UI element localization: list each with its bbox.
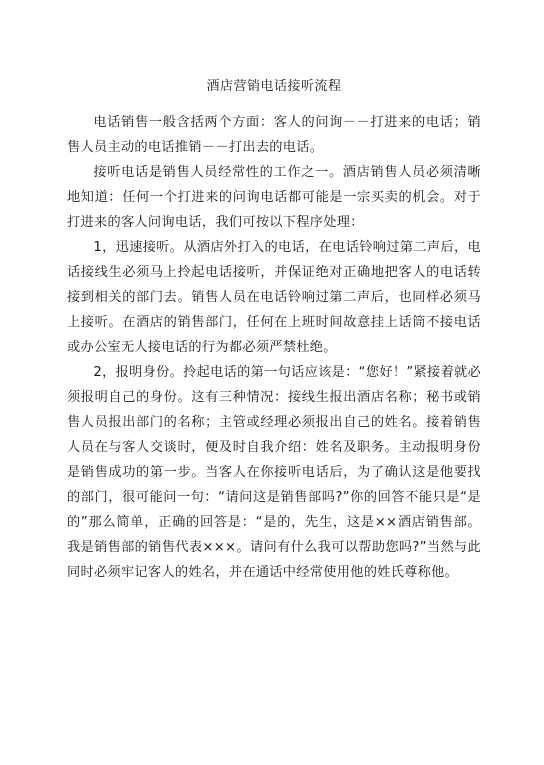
- paragraph-intro: 电话销售一般含括两个方面：客人的问询－－打进来的电话；销售人员主动的电话推销－－打出去的电话。: [67, 115, 481, 155]
- paragraph-step-1: 1，迅速接听。从酒店外打入的电话，在电话铃响过第二声后，电话接线生必须马上拎起电话接听，并保证绝对正确地把客人的电话转接到相关的部门去。销售人员在电话铃响过第二声后，也同样必须马上接听。在酒店的销售部门，任何在上班时间故意挂上话筒不接电话或办公室无人接电话的行为都必须严禁杜绝。: [67, 240, 481, 355]
- paragraph-step-2: 2，报明身份。拎起电话的第一句话应该是：“您好！”紧接着就必须报明自己的身份。这有三种情况：接线生报出酒店名称；秘书或销售人员报出部门的名称；主管或经理必须报出自己的姓名。接着销售人员在与客人交谈时，便及时自我介绍：姓名及职务。主动报明身份是销售成功的第一步。当客人在你接听电话后，为了确认这是他要找的部门，很可能问一句：“请问这是销售部吗?”你的回答不能只是“是的”那么简单，正确的回答是：“是的，先生，这是××酒店销售部。我是销售部的销售代表×××。请问有什么我可以帮助您吗?”当然与此同时必须牢记客人的姓名，并在通话中经常使用他的姓氏尊称他。: [67, 365, 481, 580]
- document-title: 酒店营销电话接听流程: [206, 79, 342, 94]
- paragraph-overview: 接听电话是销售人员经常性的工作之一。酒店销售人员必须清晰地知道：任何一个打进来的问询电话都可能是一宗买卖的机会。对于打进来的客人问询电话，我们可按以下程序处理：: [67, 165, 481, 230]
- document-body: [67, 110, 481, 585]
